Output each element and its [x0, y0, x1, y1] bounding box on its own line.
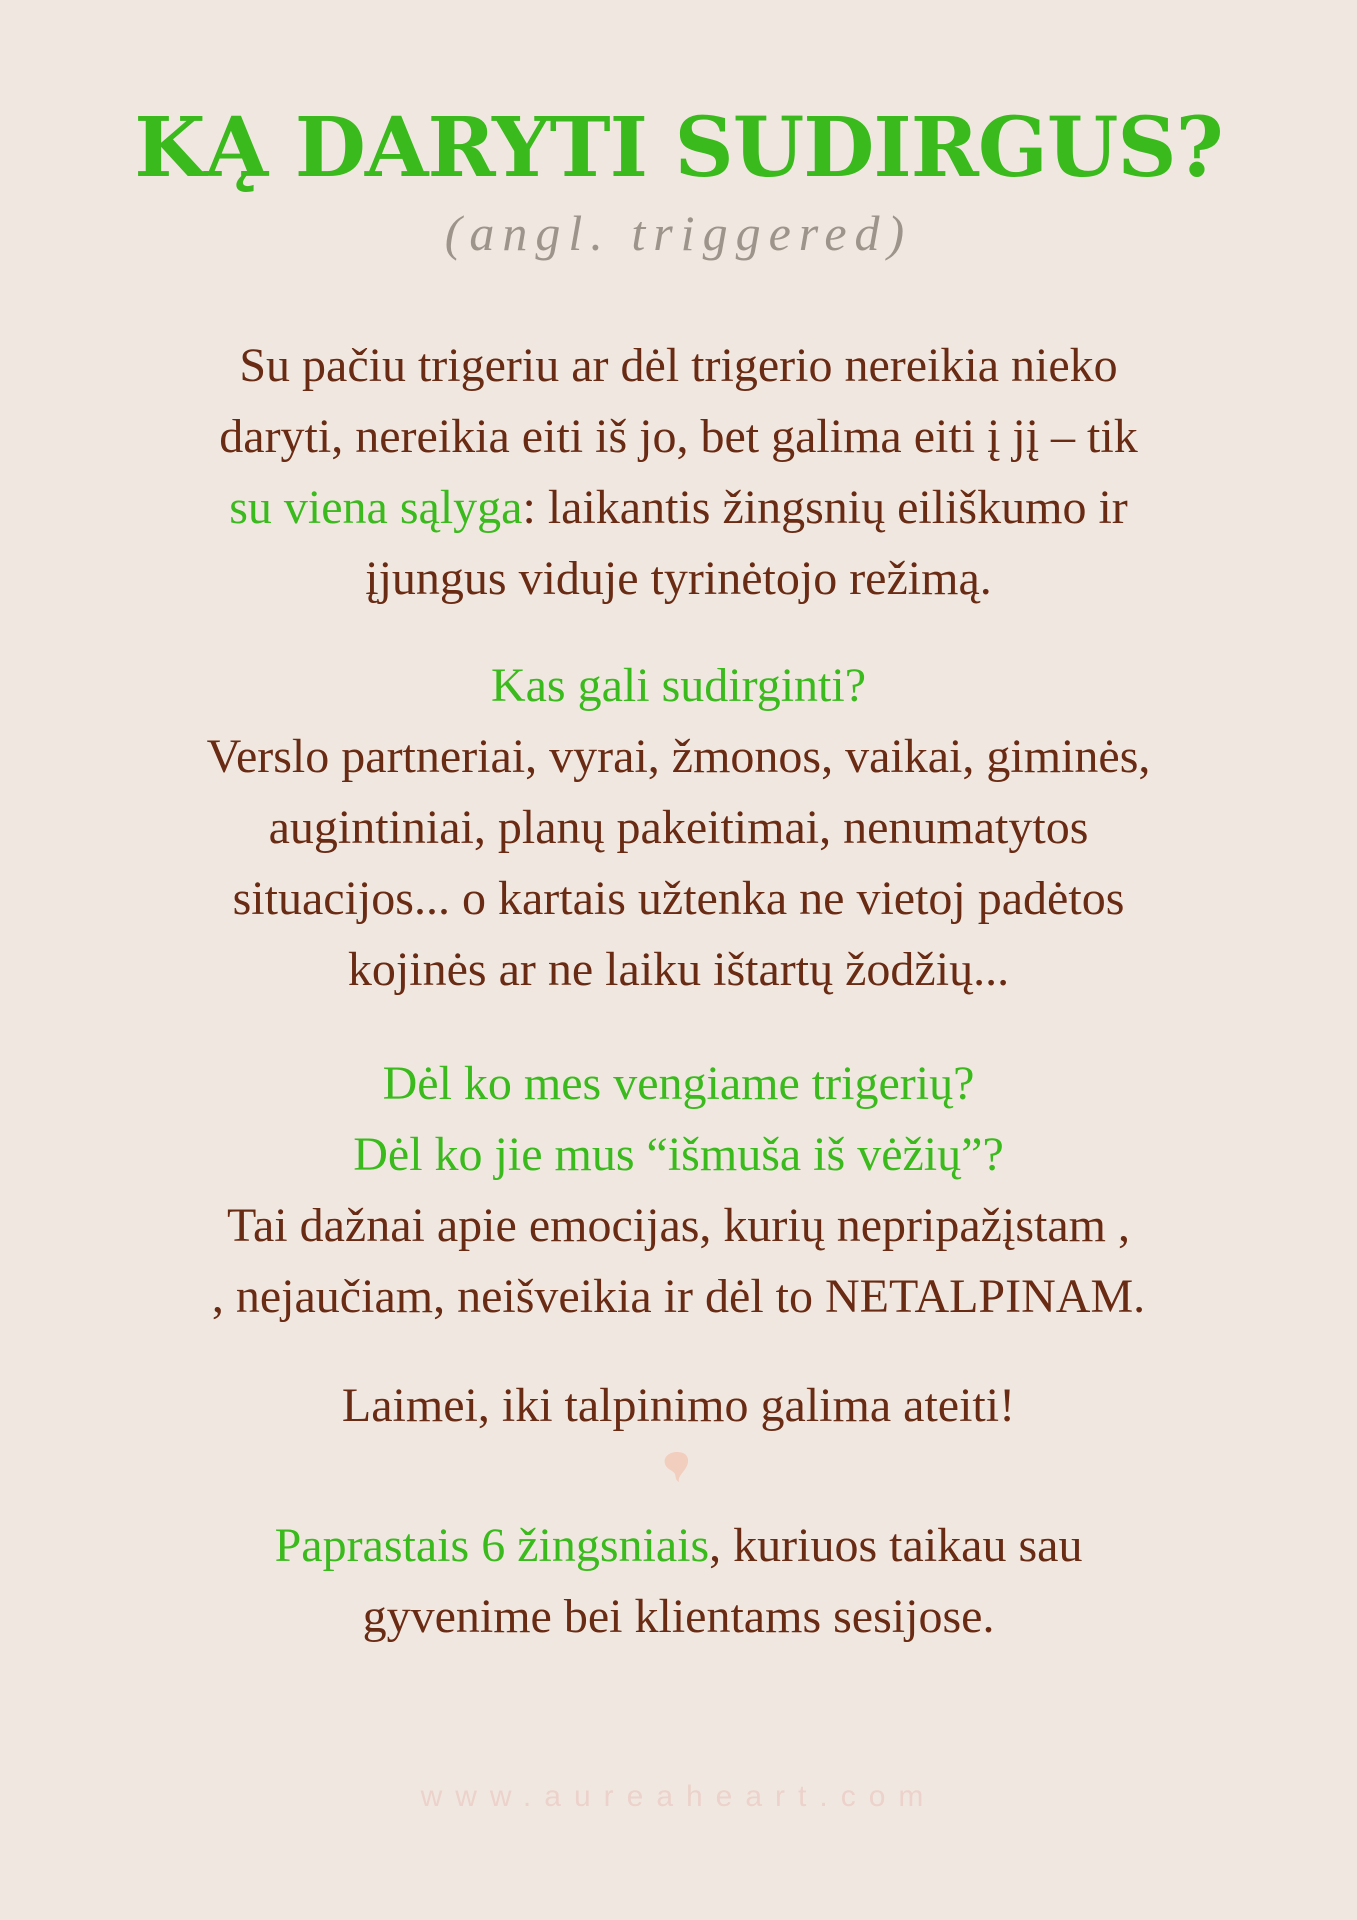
section1-line-1: Verslo partneriai, vyrai, žmonos, vaikai, giminės,: [206, 730, 1151, 783]
intro-line-2: daryti, nereikia eiti iš jo, bet galima eiti į jį – tik: [219, 410, 1138, 463]
intro-line-4: įjungus viduje tyrinėtojo režimą.: [365, 552, 992, 605]
section2-question-1: Dėl ko mes vengiame trigerių?: [382, 1057, 975, 1110]
intro-paragraph: [90, 330, 1267, 614]
section1-line-3: situacijos... o kartais užtenka ne vietoj padėtos: [232, 872, 1125, 925]
steps-line-1: [90, 1510, 1267, 1581]
heart-drop-icon: [657, 1446, 697, 1486]
steps-paragraph: [90, 1510, 1267, 1652]
intro-line-1: Su pačiu trigeriu ar dėl trigerio nereikia nieko: [239, 339, 1118, 392]
steps-line-1-rest: , kuriuos taikau sau: [709, 1519, 1083, 1572]
page-title: KĄ DARYTI SUDIRGUS?: [134, 100, 1223, 196]
section1-line-2: augintiniai, planų pakeitimai, nenumatytos: [268, 801, 1089, 854]
intro-line-3: [90, 472, 1267, 543]
steps-highlight: Paprastais 6 žingsniais: [274, 1519, 710, 1572]
steps-line-2: gyvenime bei klientams sesijose.: [362, 1590, 995, 1643]
section-triggers-why: [90, 1048, 1267, 1332]
section2-question-2: Dėl ko jie mus “išmuša iš vėžių”?: [353, 1128, 1004, 1181]
closing-paragraph: [90, 1370, 1267, 1441]
section2-line-1: Tai dažnai apie emocijas, kurių nepripažįstam ,: [227, 1199, 1130, 1252]
section-triggers-who: [90, 650, 1267, 1005]
section2-line-2: , nejaučiam, neišveikia ir dėl to NETALPINAM.: [211, 1270, 1146, 1323]
section1-question: Kas gali sudirginti?: [490, 659, 867, 712]
closing-line: Laimei, iki talpinimo galima ateiti!: [341, 1379, 1016, 1432]
page-subtitle: (angl. triggered): [444, 205, 913, 261]
intro-line-3-rest: : laikantis žingsnių eiliškumo ir: [522, 481, 1128, 534]
section1-line-4: kojinės ar ne laiku ištartų žodžių...: [347, 943, 1010, 996]
footer-website[interactable]: www.aureaheart.com: [420, 1780, 937, 1813]
intro-highlight: su viena sąlyga: [229, 481, 523, 534]
